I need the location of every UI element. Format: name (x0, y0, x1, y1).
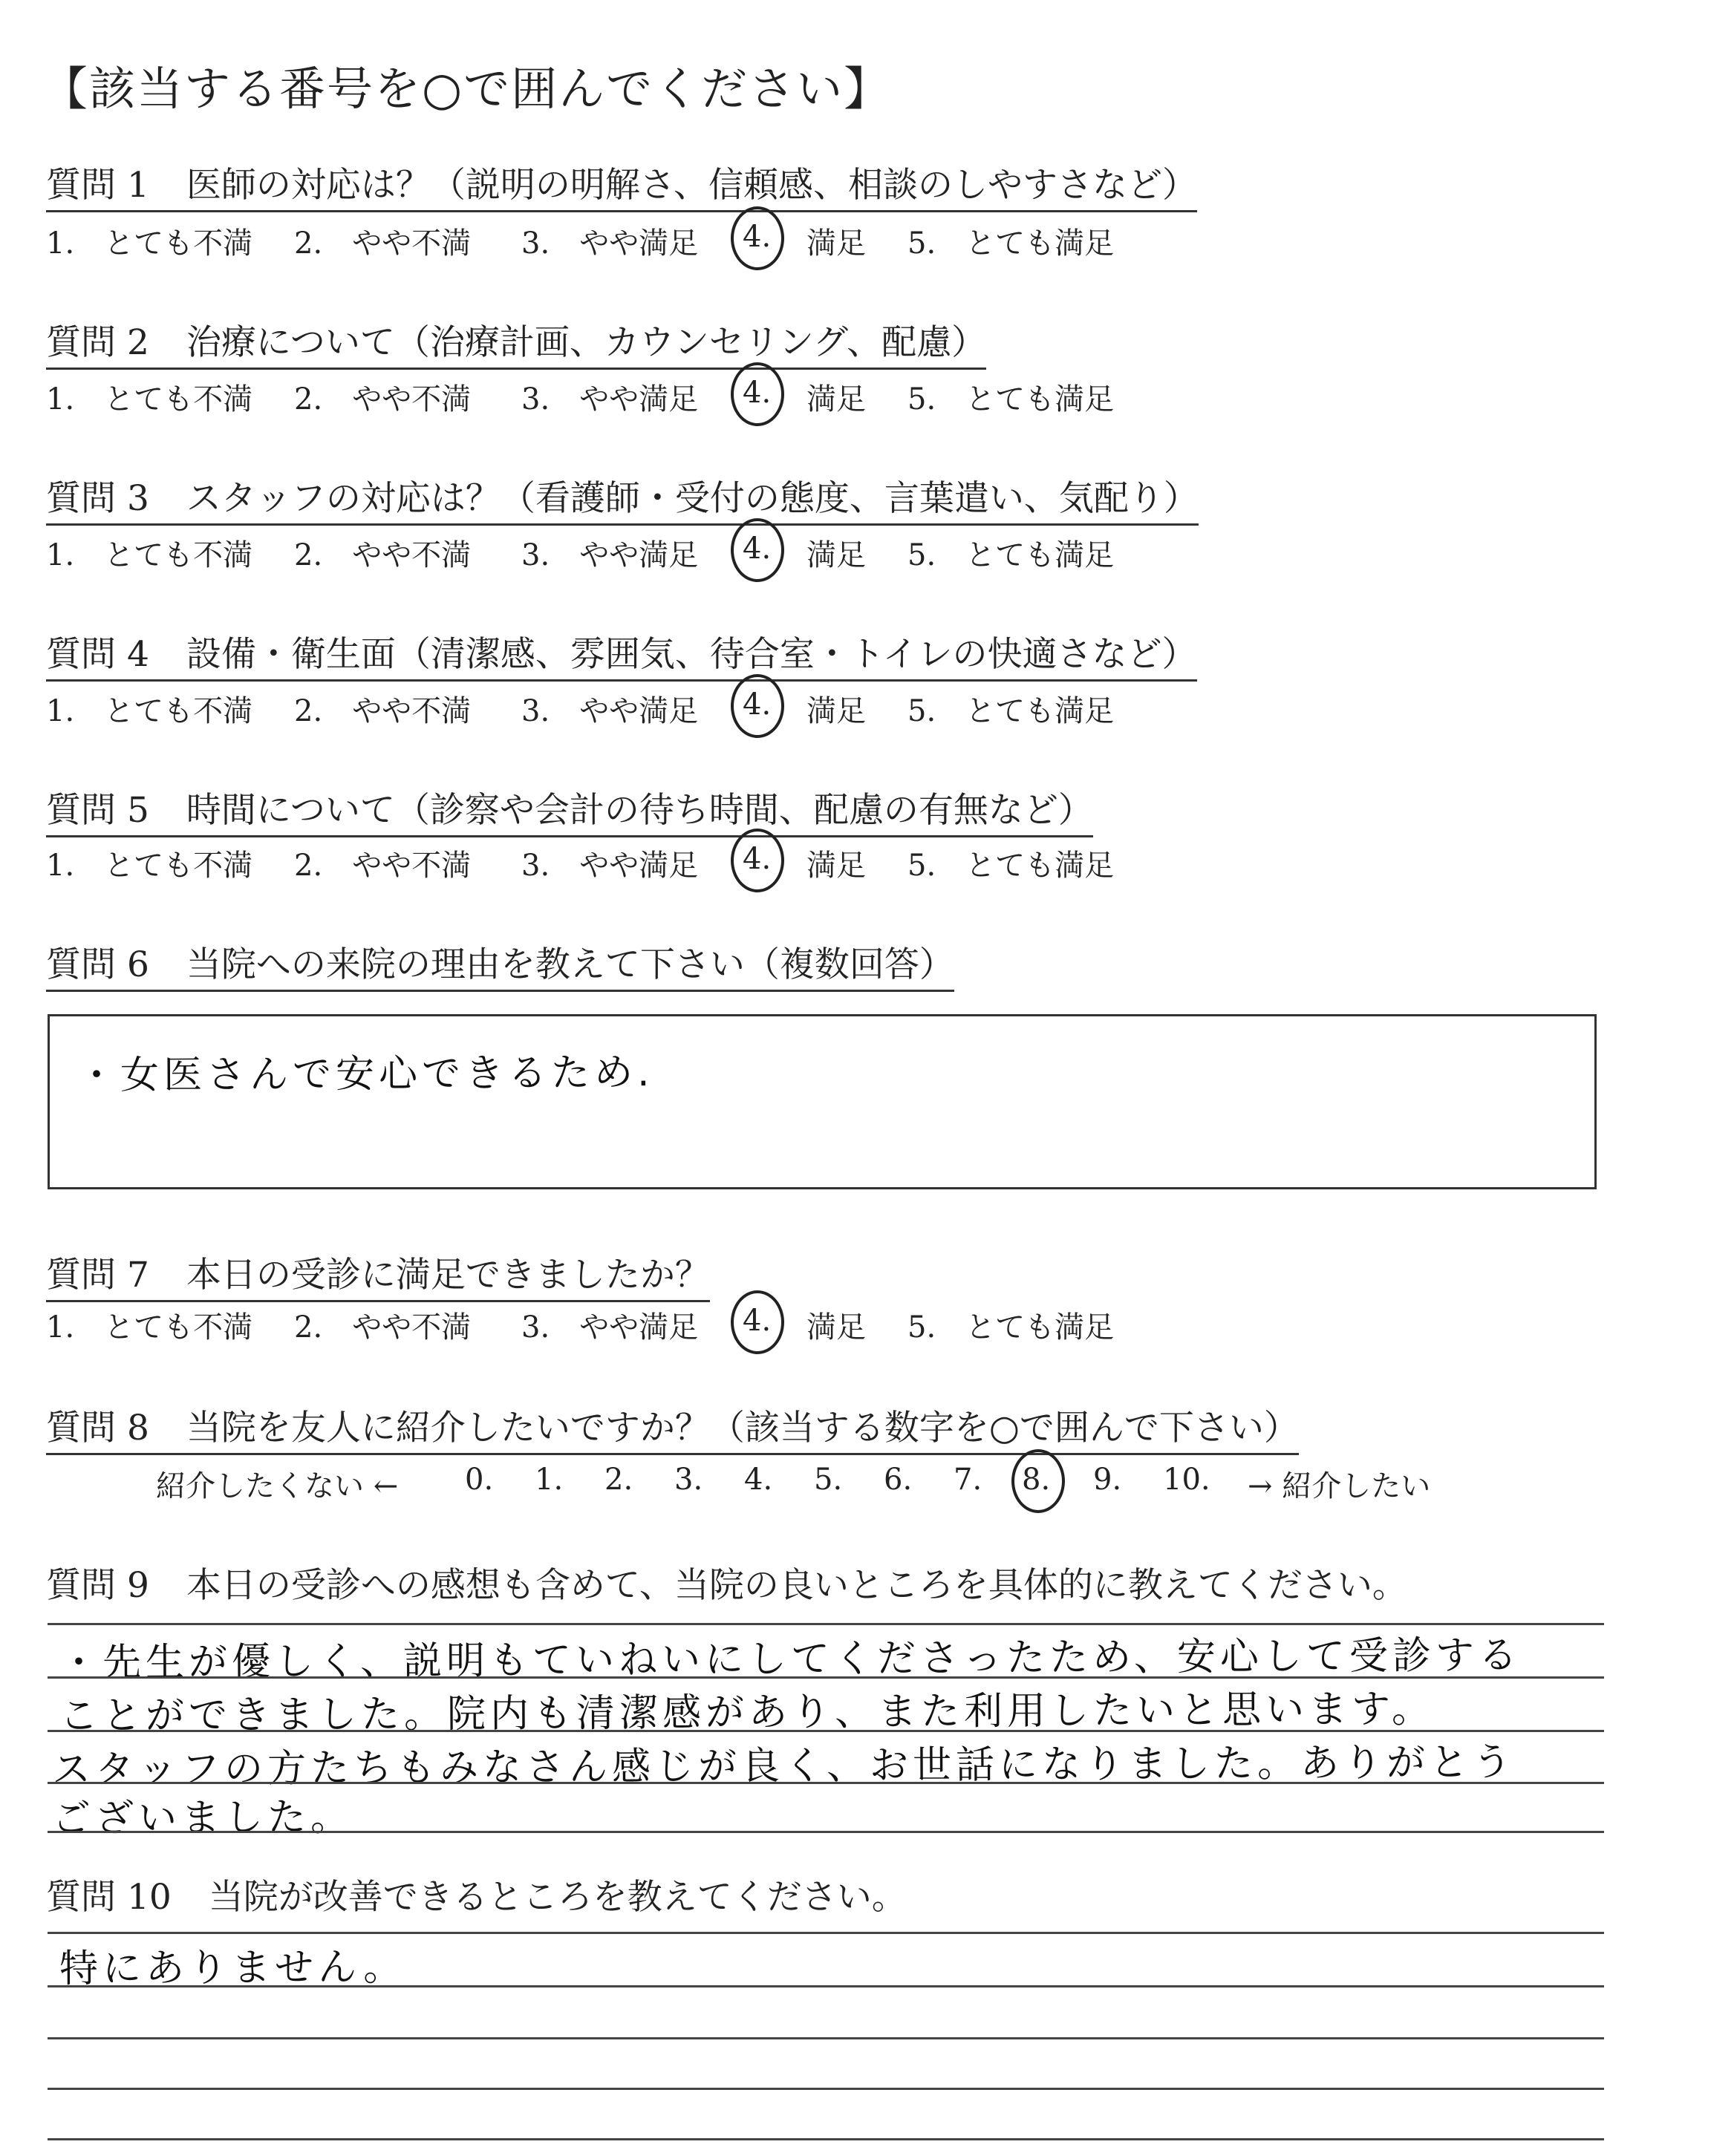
scale-2[interactable]: 2. (604, 1463, 633, 1497)
question-5-text: 時間について（診察や会計の待ち時間、配慮の有無など） (186, 790, 1093, 831)
option-4[interactable]: 4. (743, 220, 771, 254)
option-1[interactable]: 1. とても不満 (46, 849, 253, 883)
scale-3[interactable]: 3. (674, 1463, 703, 1497)
scale-4[interactable]: 4. (744, 1463, 773, 1497)
option-5[interactable]: 5. とても満足 (907, 694, 1115, 728)
option-4[interactable]: 4. (743, 376, 771, 410)
question-6-number: 質問 6 (46, 944, 149, 985)
option-5[interactable]: 5. とても満足 (907, 1310, 1115, 1345)
option-2[interactable]: 2. やや不満 (294, 694, 472, 728)
scale-1[interactable]: 1. (535, 1463, 564, 1497)
option-1[interactable]: 1. とても不満 (46, 694, 253, 728)
option-3[interactable]: 3. やや満足 (521, 849, 699, 883)
question-5-number: 質問 5 (46, 790, 149, 831)
question-10-number: 質問 10 (46, 1877, 172, 1918)
question-5 (46, 783, 1093, 837)
question-7-text: 本日の受診に満足できましたか？ (186, 1255, 710, 1296)
option-3[interactable]: 3. やや満足 (521, 382, 699, 416)
question-10-text: 当院が改善できるところを教えてください。 (208, 1877, 907, 1918)
question-9 (46, 1558, 1407, 1610)
question-3 (46, 471, 1199, 526)
page-title: 【該当する番号を○で囲んでください】 (42, 62, 892, 116)
question-6-answer: ・女医さんで安心できるため. (76, 1050, 654, 1099)
question-6-text: 当院への来院の理由を教えて下さい（複数回答） (186, 944, 954, 985)
option-1[interactable]: 1. とても不満 (46, 538, 253, 572)
option-1[interactable]: 1. とても不満 (46, 1310, 253, 1345)
option-5[interactable]: 5. とても満足 (907, 849, 1115, 883)
option-4[interactable]: 4. (743, 842, 771, 876)
option-4-label: 満足 (806, 226, 866, 261)
question-9-answer-line-2: ことができました。院内も清潔感があり、また利用したいと思います。 (59, 1687, 1435, 1739)
scale-6[interactable]: 6. (884, 1463, 913, 1497)
selection-circle (731, 518, 784, 582)
option-2[interactable]: 2. やや不満 (294, 538, 472, 572)
option-2[interactable]: 2. やや不満 (294, 849, 472, 883)
option-4[interactable]: 4. (743, 687, 771, 722)
option-3[interactable]: 3. やや満足 (521, 538, 699, 572)
question-4 (46, 627, 1197, 682)
option-5[interactable]: 5. とても満足 (907, 382, 1115, 416)
option-5[interactable]: 5. とても満足 (907, 538, 1115, 572)
question-9-text: 本日の受診への感想も含めて、当院の良いところを具体的に教えてください。 (186, 1565, 1407, 1606)
option-4-label: 満足 (806, 1310, 866, 1345)
option-2[interactable]: 2. やや不満 (294, 226, 472, 261)
question-10 (46, 1869, 907, 1922)
question-9-answer-line-3: スタッフの方たちもみなさん感じが良く、お世話になりました。ありがとう (51, 1740, 1516, 1793)
question-6-answer-box[interactable] (48, 1014, 1597, 1189)
question-9-number: 質問 9 (46, 1565, 149, 1606)
selection-circle (731, 1290, 784, 1354)
question-10-answer: 特にありません。 (59, 1944, 407, 1992)
question-8-text: 当院を友人に紹介したいですか？（該当する数字を○で囲んで下さい） (186, 1408, 1299, 1448)
scale-right-label: → 紹介したい (1248, 1469, 1431, 1503)
selection-circle (1011, 1449, 1065, 1513)
selection-circle (731, 362, 784, 426)
scale-7[interactable]: 7. (954, 1463, 982, 1497)
option-5[interactable]: 5. とても満足 (907, 226, 1115, 261)
option-1[interactable]: 1. とても不満 (46, 226, 253, 261)
option-3[interactable]: 3. やや満足 (521, 226, 699, 261)
question-4-text: 設備・衛生面（清潔感、雰囲気、待合室・トイレの快適さなど） (186, 634, 1197, 675)
answer-line (48, 2088, 1604, 2090)
scale-10[interactable]: 10. (1163, 1463, 1210, 1497)
scale-left-label: 紹介したくない ← (156, 1469, 399, 1503)
question-8-number: 質問 8 (46, 1408, 149, 1448)
option-4-label: 満足 (806, 538, 866, 572)
question-2 (46, 315, 986, 370)
question-9-answer-line-4: ございました。 (51, 1794, 354, 1842)
scale-8[interactable]: 8. (1022, 1463, 1050, 1497)
question-8 (46, 1400, 1299, 1455)
answer-line (48, 2037, 1604, 2039)
option-4-label: 満足 (806, 849, 866, 883)
option-4-label: 満足 (806, 382, 866, 416)
question-9-answer-line-1: ・先生が優しく、説明もていねいにしてくださったため、安心して受診する (59, 1633, 1522, 1686)
question-4-number: 質問 4 (46, 634, 149, 675)
scale-0[interactable]: 0. (465, 1463, 494, 1497)
answer-line (48, 1831, 1604, 1833)
selection-circle (731, 829, 784, 892)
answer-line (48, 1932, 1604, 1934)
question-1-text: 医師の対応は？（説明の明解さ、信頼感、相談のしやすさなど） (186, 165, 1197, 206)
question-7 (46, 1247, 710, 1302)
option-3[interactable]: 3. やや満足 (521, 694, 699, 728)
question-1-number: 質問 1 (46, 165, 149, 206)
option-3[interactable]: 3. やや満足 (521, 1310, 699, 1345)
question-2-number: 質問 2 (46, 322, 149, 363)
question-2-text: 治療について（治療計画、カウンセリング、配慮） (186, 322, 987, 363)
question-7-number: 質問 7 (46, 1255, 149, 1296)
answer-line (48, 2138, 1604, 2140)
option-4[interactable]: 4. (743, 532, 771, 566)
answer-line (48, 1985, 1604, 1987)
option-4-label: 満足 (806, 694, 866, 728)
option-2[interactable]: 2. やや不満 (294, 1310, 472, 1345)
selection-circle (731, 206, 784, 270)
option-2[interactable]: 2. やや不満 (294, 382, 472, 416)
option-4[interactable]: 4. (743, 1304, 771, 1338)
scale-9[interactable]: 9. (1093, 1463, 1122, 1497)
question-6 (46, 937, 954, 992)
answer-line (48, 1782, 1604, 1784)
question-1 (46, 157, 1197, 212)
question-3-text: スタッフの対応は？（看護師・受付の態度、言葉遣い、気配り） (186, 478, 1199, 519)
scale-5[interactable]: 5. (814, 1463, 843, 1497)
question-3-number: 質問 3 (46, 478, 149, 519)
selection-circle (731, 674, 784, 738)
option-1[interactable]: 1. とても不満 (46, 382, 253, 416)
